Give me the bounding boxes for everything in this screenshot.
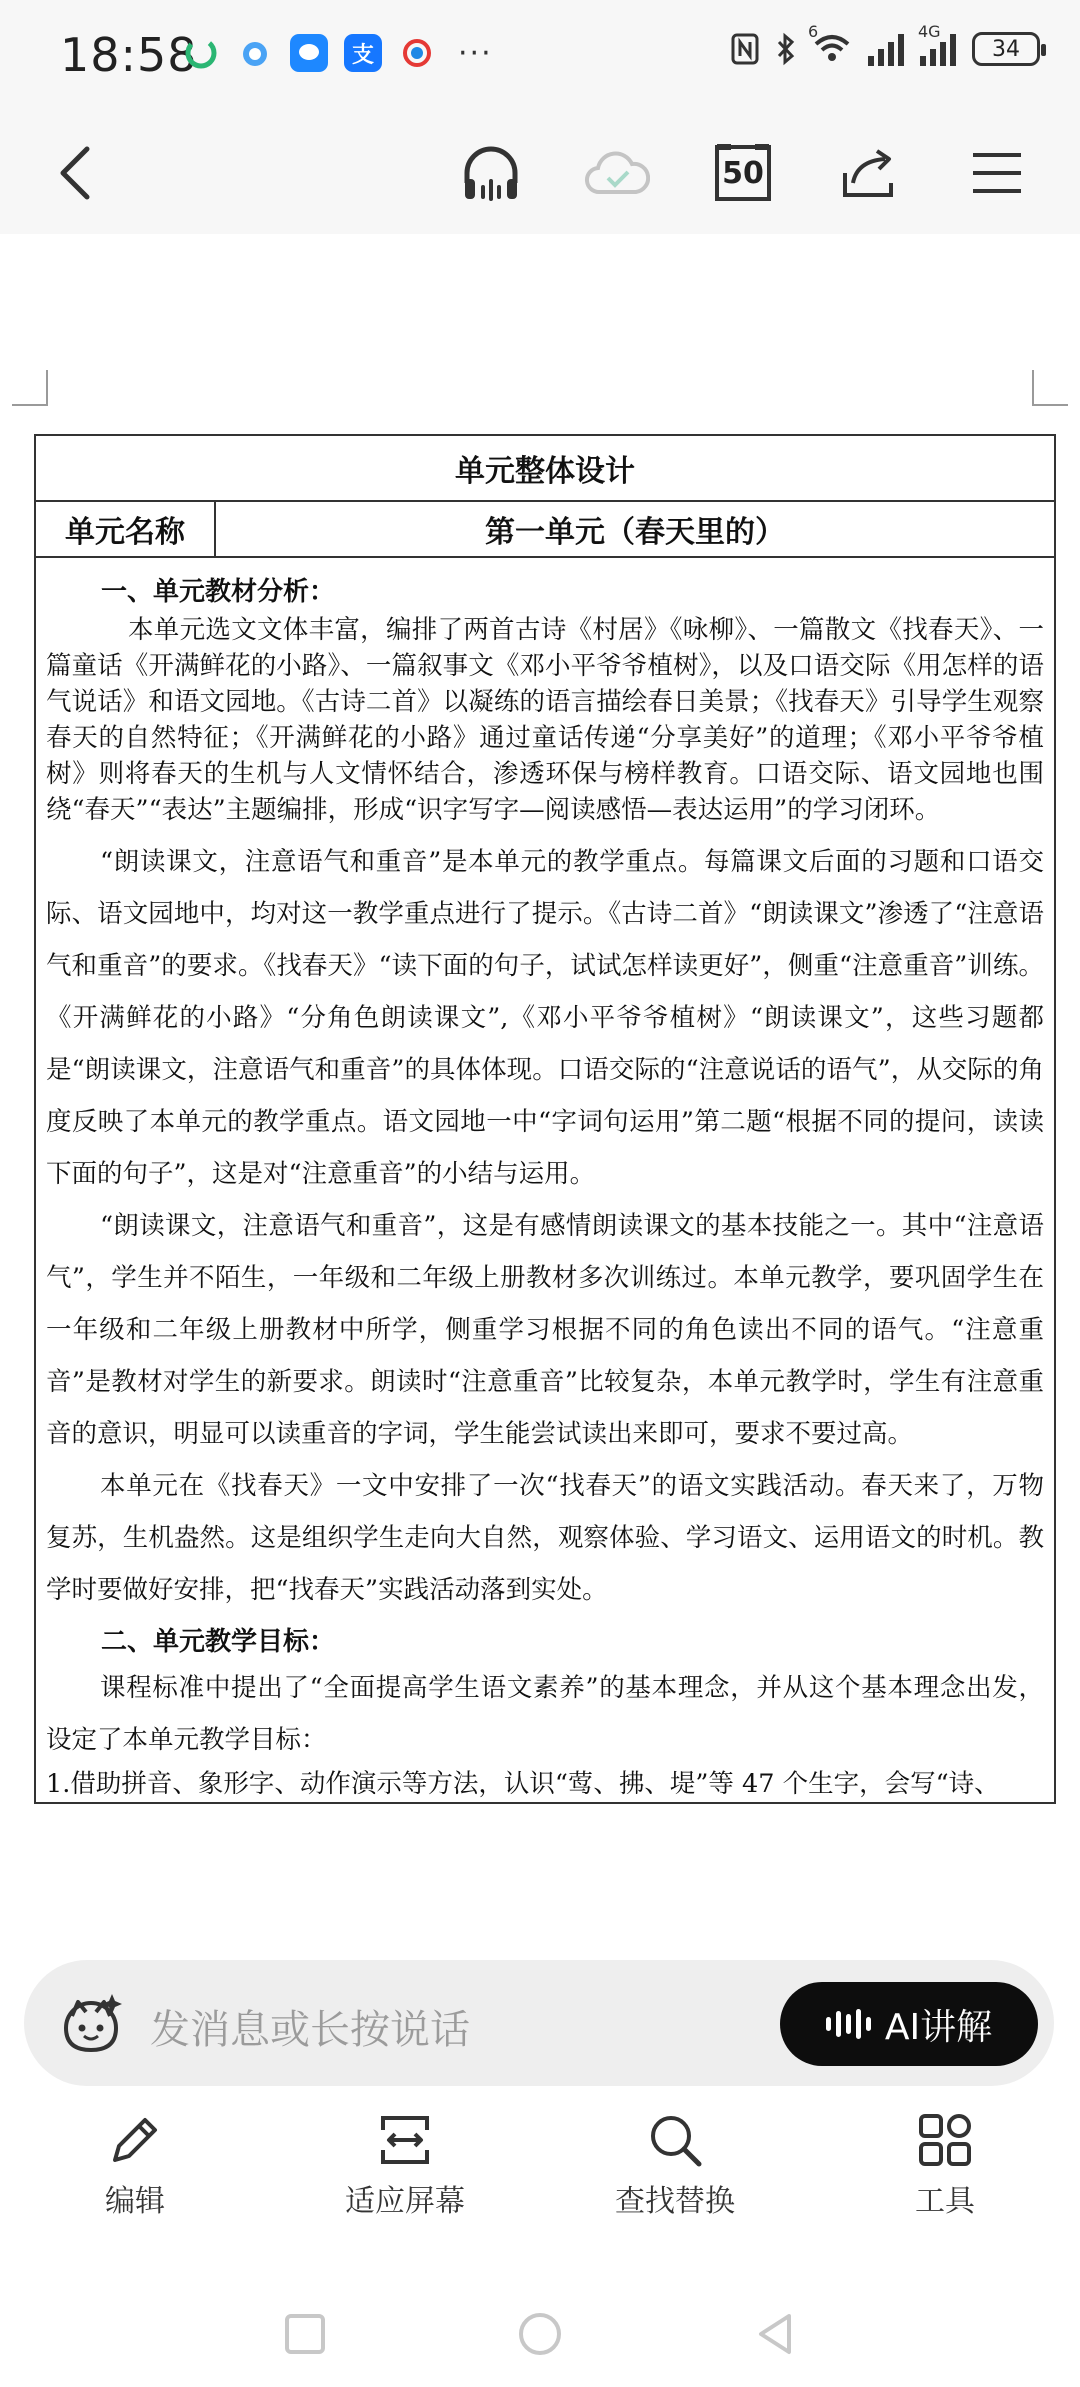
page-count-badge: 50	[722, 156, 764, 191]
wifi-icon	[808, 22, 852, 68]
more-notifications-icon: ···	[458, 35, 493, 71]
tab-find-replace[interactable]	[540, 2098, 810, 2248]
section-heading-objectives: 二、单元教学目标：	[101, 1627, 336, 1657]
battery-icon	[972, 32, 1040, 66]
paragraph-teaching-focus: “朗读课文，注意语气和重音”是本单元的教学重点。每篇课文后面的习题和口语交际、语文园地中，均对这一教学重点进行了提示。《古诗二首》“朗读课文”渗透了“注意语气和重音”的要求。《找春天》“读下面的句子，试试怎样读更好”，侧重“注意重音”训练。《开满鲜花的小路》“分角色朗读课文”,《邓小平爷爷植树》“朗读课文”，这些习题都是“朗读课文，注意语气和重音”的具体体现。口语交际的“注意说话的语气”，从交际的角度反映了本单元的教学重点。语文园地一中“字词句运用”第二题“根据不同的提问，读读下面的句子”，这是对“注意重音”的小结与运用。	[46, 847, 1044, 1189]
signal-icon-1	[868, 32, 904, 66]
paragraph-objectives-intro: 课程标准中提出了“全面提高学生语文素养”的基本理念，并从这个基本理念出发，设定了本单元教学目标：	[46, 1673, 1044, 1755]
hamburger-menu-icon	[969, 149, 1025, 197]
menu-button[interactable]	[962, 138, 1032, 208]
pencil-icon	[105, 2110, 165, 2170]
bottom-tab-bar	[0, 2098, 1080, 2248]
tab-edit[interactable]	[0, 2098, 270, 2248]
unit-name-value: 第一单元（春天里的）	[485, 515, 785, 550]
nfc-icon	[730, 32, 760, 66]
table-title: 单元整体设计	[36, 436, 1054, 502]
tab-fit-screen-label: 适应屏幕	[345, 2184, 465, 2219]
battery-level: 34	[992, 36, 1020, 62]
back-button[interactable]	[40, 138, 110, 208]
app-notification-icon-chat	[290, 34, 328, 72]
unit-name-label: 单元名称	[36, 502, 216, 556]
message-input-bar[interactable]	[24, 1960, 1054, 2086]
app-notification-icon-baidu	[398, 34, 436, 72]
app-notification-icon-green	[182, 34, 220, 72]
table-body	[36, 558, 1054, 1802]
document-viewer[interactable]	[0, 234, 1080, 1944]
notification-icons	[182, 34, 493, 72]
network-type-label: 4G	[918, 22, 941, 41]
section-heading-analysis: 一、单元教材分析：	[101, 577, 336, 607]
paragraph-overview: 本单元选文文体丰富，编排了两首古诗《村居》《咏柳》、一篇散文《找春天》、一篇童话《开满鲜花的小路》、一篇叙事文《邓小平爷爷植树》，以及口语交际《用怎样的语气说话》和语文园地。《古诗二首》以凝练的语言描绘春日美景；《找春天》引导学生观察春天的自然特征；《开满鲜花的小路》通过童话传递“分享美好”的道理；《邓小平爷爷植树》则将春天的生机与人文情怀结合，渗透环保与榜样教育。口语交际、语文园地也围绕“春天”“表达”主题编排，形成“识字写字—阅读感悟—表达运用”的学习闭环。	[46, 615, 1044, 825]
signal-4g-icon	[918, 22, 956, 66]
tab-find-replace-label: 查找替换	[615, 2184, 735, 2219]
tab-fit-screen[interactable]	[270, 2098, 540, 2248]
assistant-mascot-icon[interactable]	[52, 1984, 130, 2062]
paragraph-reading-skill: “朗读课文，注意语气和重音”，这是有感情朗读课文的基本技能之一。其中“注意语气”，学生并不陌生，一年级和二年级上册教材多次训练过。本单元教学，要巩固学生在一年级和二年级上册教材中所学，侧重学习根据不同的角色读出不同的语气。“注意重音”是教材对学生的新要求。朗读时“注意重音”比较复杂，本单元教学时，学生有注意重音的意识，明显可以读重音的字词，学生能尝试读出来即可，要求不要过高。	[46, 1211, 1044, 1449]
ai-explain-button[interactable]	[780, 1982, 1038, 2066]
listen-button[interactable]	[456, 138, 526, 208]
page-crop-mark-left	[12, 370, 48, 406]
page-count-button[interactable]	[708, 138, 778, 208]
cloud-sync-button[interactable]	[582, 138, 652, 208]
paragraph-practice-activity: 本单元在《找春天》一文中安排了一次“找春天”的语文实践活动。春天来了，万物复苏，生机盎然。这是组织学生走向大自然，观察体验、学习语文、运用语文的时机。教学时要做好安排，把“找春天”实践活动落到实处。	[46, 1471, 1044, 1605]
system-navigation-bar	[0, 2280, 1080, 2387]
search-icon	[645, 2110, 705, 2170]
headphones-icon	[459, 143, 523, 203]
message-input-placeholder[interactable]: 发消息或长按说话	[150, 2007, 470, 2053]
tools-grid-icon	[915, 2110, 975, 2170]
system-status-icons	[730, 22, 1040, 68]
voice-wave-icon	[826, 2009, 871, 2039]
document-toolbar	[0, 110, 1080, 235]
status-time: 18:58	[60, 28, 198, 82]
tab-edit-label: 编辑	[105, 2184, 165, 2219]
back-arrow-icon	[53, 143, 97, 203]
share-button[interactable]	[836, 138, 906, 208]
home-icon[interactable]	[517, 2311, 563, 2357]
wifi-version-badge: 6	[808, 22, 819, 41]
bluetooth-icon	[776, 32, 796, 66]
share-icon	[839, 145, 903, 201]
page-crop-mark-right	[1032, 370, 1068, 406]
recent-apps-icon[interactable]	[283, 2312, 327, 2356]
alipay-icon: 支	[344, 34, 382, 72]
ai-explain-label: AI讲解	[884, 2006, 993, 2048]
tab-tools-label: 工具	[915, 2184, 975, 2219]
cloud-check-icon	[584, 146, 650, 200]
app-notification-icon-cloud	[236, 34, 274, 72]
paragraph-objective-1: 1.借助拼音、象形字、动作演示等方法，认识“莺、拂、堤”等 47 个生字，会写“诗、	[46, 1769, 1000, 1799]
tab-tools[interactable]	[810, 2098, 1080, 2248]
unit-name-row	[36, 502, 1054, 558]
unit-design-table	[34, 434, 1056, 1804]
fit-screen-icon	[375, 2110, 435, 2170]
back-nav-icon[interactable]	[753, 2312, 797, 2356]
status-bar	[0, 0, 1080, 110]
